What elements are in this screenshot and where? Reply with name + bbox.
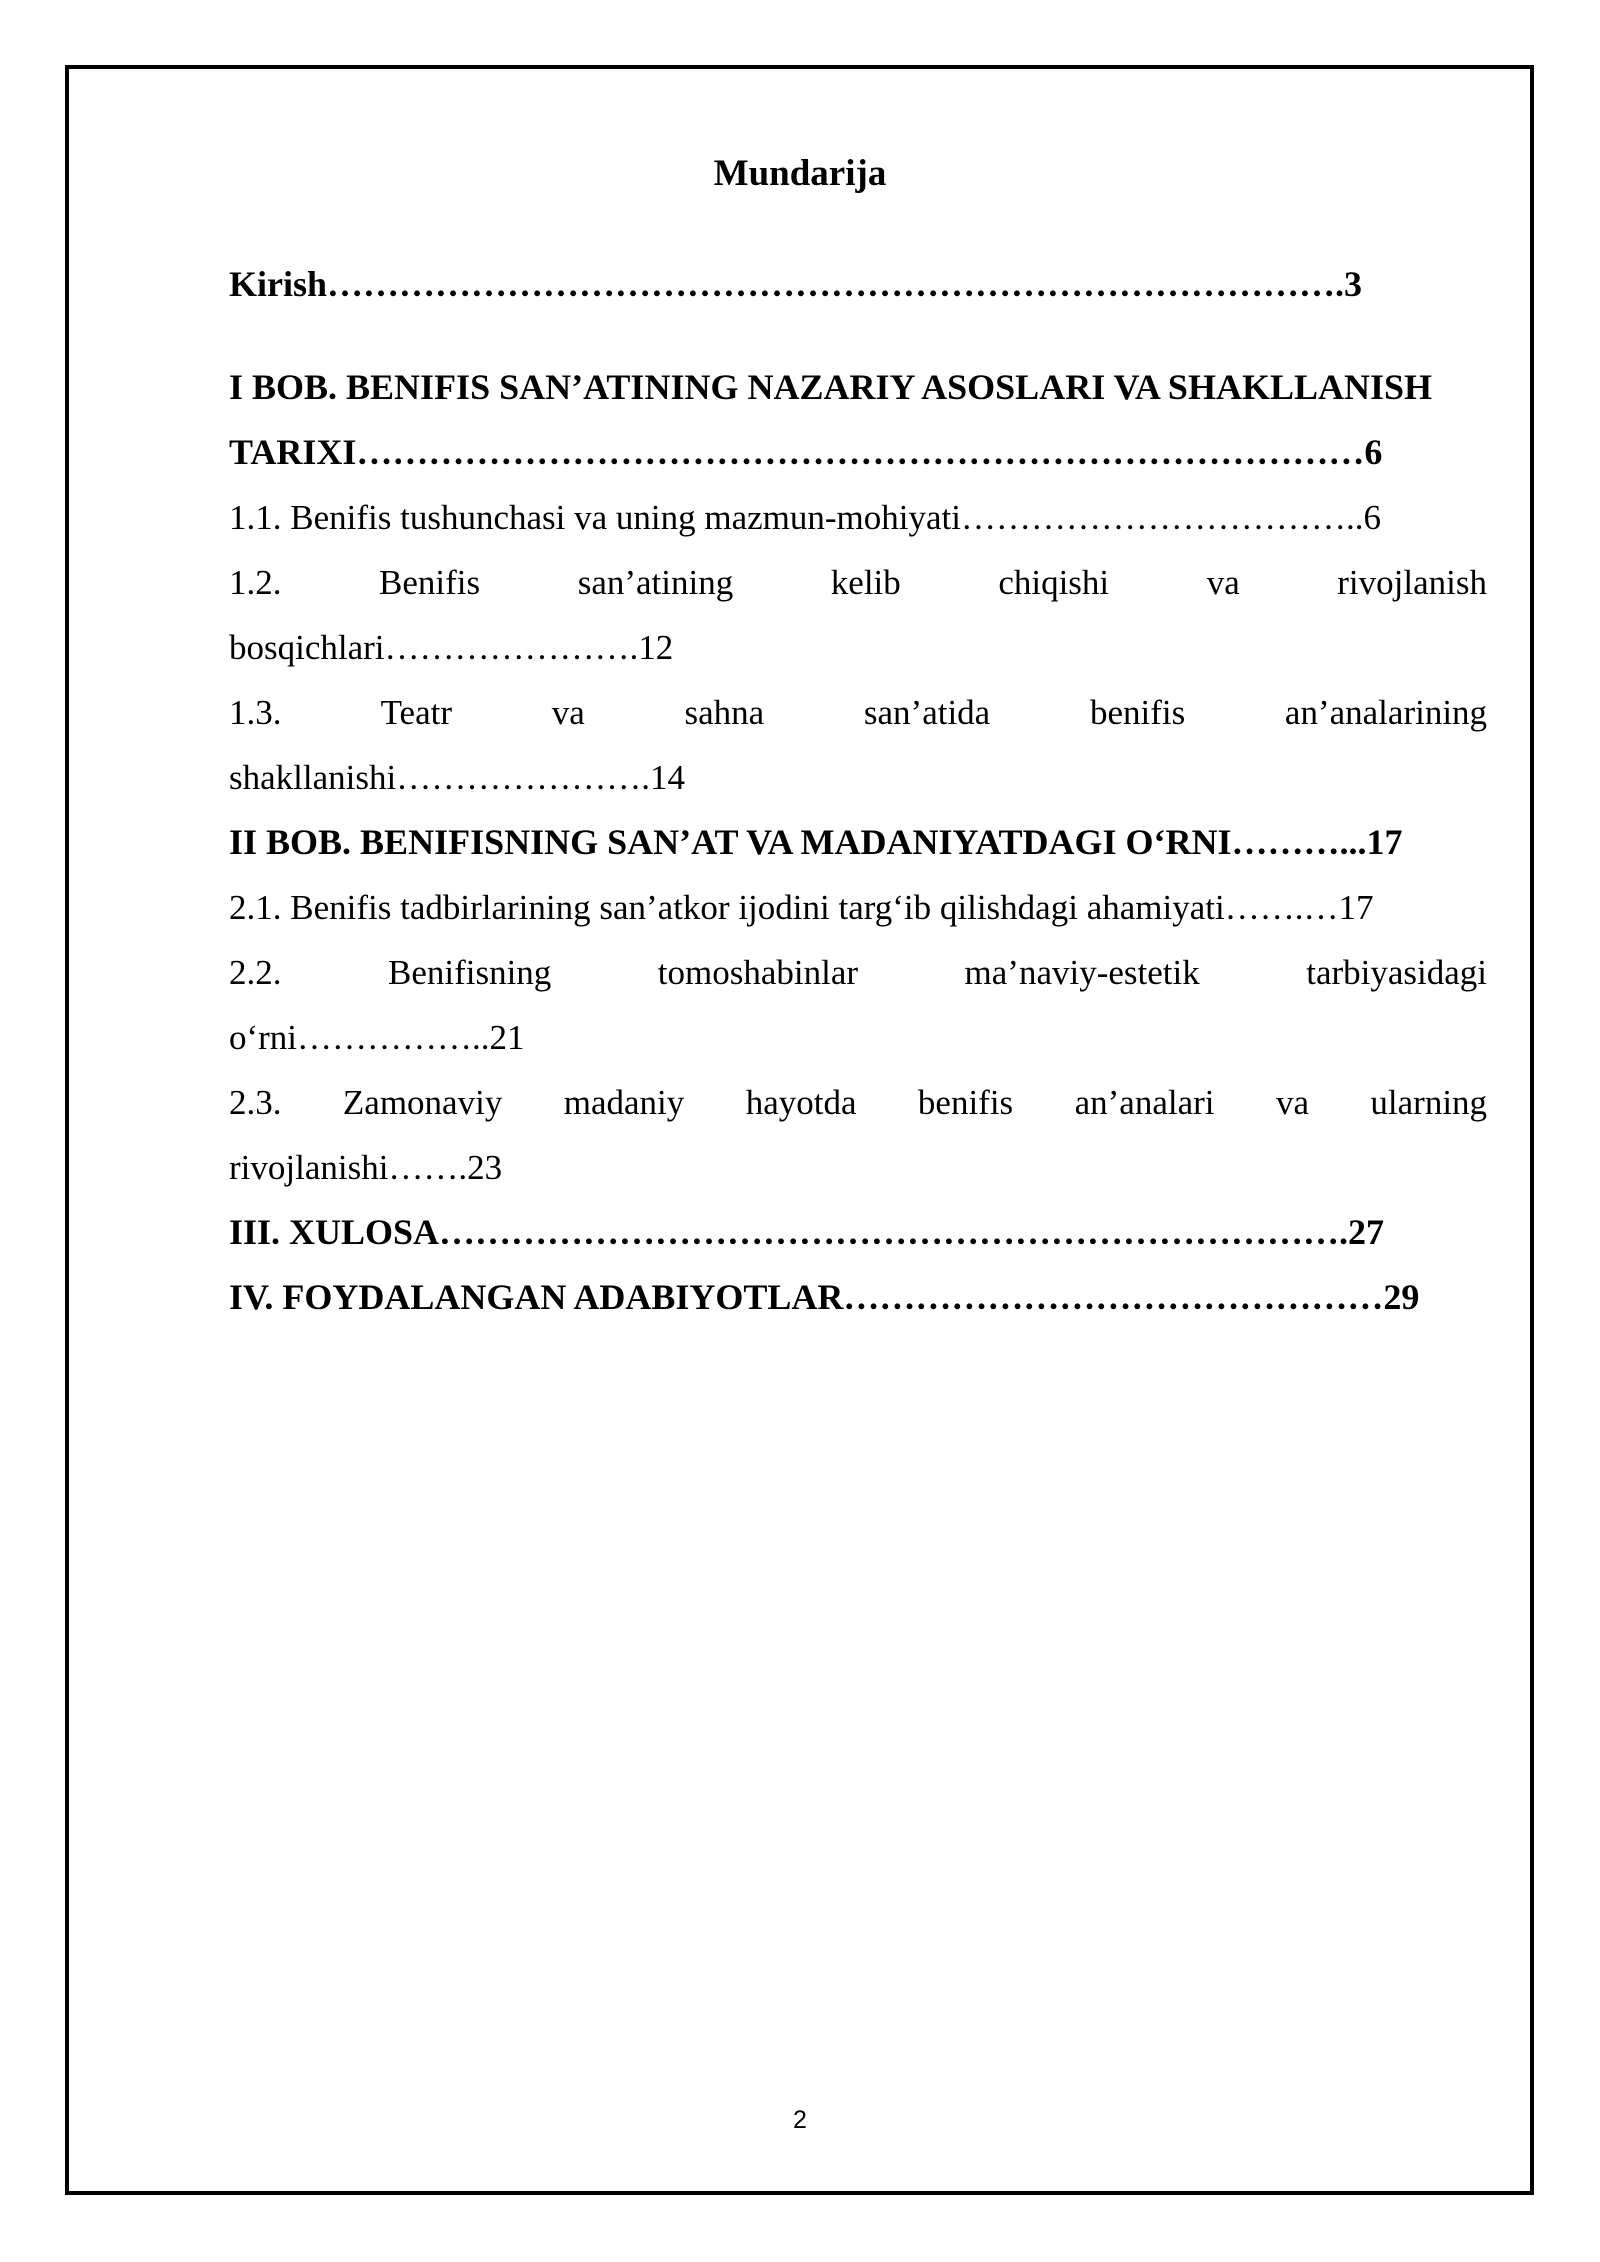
toc-entry-xulosa: III. XULOSA………………………………………………………………….27 bbox=[229, 1212, 1385, 1252]
toc-word: an’analari bbox=[1074, 1083, 1215, 1122]
toc-word: sahna bbox=[684, 693, 765, 732]
toc-entry-2-3-line2: rivojlanishi…….23 bbox=[229, 1148, 503, 1187]
toc-word: Teatr bbox=[380, 693, 452, 732]
toc-word: va bbox=[1206, 563, 1240, 602]
toc-word: 1.2. bbox=[229, 563, 282, 602]
toc-word: ularning bbox=[1370, 1083, 1488, 1122]
toc-word: Benifis bbox=[379, 563, 481, 602]
page-number: 2 bbox=[793, 2106, 807, 2134]
toc-word: san’atining bbox=[577, 563, 734, 602]
toc-entry-bob2: II BOB. BENIFISNING SAN’AT VA MADANIYATDAGI O‘RNI………...17 bbox=[229, 822, 1403, 862]
toc-word: va bbox=[1275, 1083, 1309, 1122]
toc-word: 1.3. bbox=[229, 693, 282, 732]
toc-word: Zamonaviy bbox=[342, 1083, 503, 1122]
toc-entry-kirish: Kirish………………………………………………………………………….3 bbox=[229, 264, 1363, 304]
toc-entry-1-3-line2: shakllanishi………………….14 bbox=[229, 758, 685, 797]
toc-entry-bob1-line1: I BOB. BENIFIS SAN’ATINING NAZARIY ASOSLARI VA SHAKLLANISH bbox=[229, 367, 1432, 407]
toc-word: tomoshabinlar bbox=[657, 953, 859, 992]
toc-word: 2.3. bbox=[229, 1083, 282, 1122]
toc-word: benifis bbox=[917, 1083, 1014, 1122]
toc-entry-2-2-line1 bbox=[229, 940, 1487, 1005]
toc-entry-2-2-line2: o‘rni……………..21 bbox=[229, 1018, 525, 1057]
toc-word: an’analarining bbox=[1284, 693, 1488, 732]
toc-entry-2-1: 2.1. Benifis tadbirlarining san’atkor ijodini targ‘ib qilishdagi ahamiyati…….…17 bbox=[229, 888, 1374, 927]
toc-word: va bbox=[551, 693, 585, 732]
toc-word: hayotda bbox=[745, 1083, 857, 1122]
toc-entry-1-1: 1.1. Benifis tushunchasi va uning mazmun-mohiyati……………………………..6 bbox=[229, 498, 1381, 537]
toc-word: chiqishi bbox=[998, 563, 1110, 602]
toc-word: rivojlanish bbox=[1337, 563, 1487, 602]
toc-entry-2-3-line1 bbox=[229, 1070, 1487, 1135]
toc-word: benifis bbox=[1089, 693, 1186, 732]
table-of-contents bbox=[229, 252, 1487, 1330]
toc-entry-bob1-line2: TARIXI…………………………………………………………………………6 bbox=[229, 432, 1383, 472]
toc-word: kelib bbox=[830, 563, 901, 602]
toc-entry-adabiyotlar: IV. FOYDALANGAN ADABIYOTLAR………………………………………29 bbox=[229, 1277, 1420, 1317]
toc-title: Mundarija bbox=[713, 153, 887, 194]
toc-entry-1-2-line1 bbox=[229, 550, 1487, 615]
toc-word: madaniy bbox=[563, 1083, 685, 1122]
toc-entry-1-3-line1 bbox=[229, 680, 1487, 745]
toc-word: Benifisning bbox=[387, 953, 552, 992]
toc-word: tarbiyasidagi bbox=[1306, 953, 1487, 992]
toc-word: 2.2. bbox=[229, 953, 282, 992]
toc-entry-1-2-line2: bosqichlari………………….12 bbox=[229, 628, 674, 667]
toc-word: san’atida bbox=[863, 693, 991, 732]
toc-word: ma’naviy-estetik bbox=[964, 953, 1200, 992]
